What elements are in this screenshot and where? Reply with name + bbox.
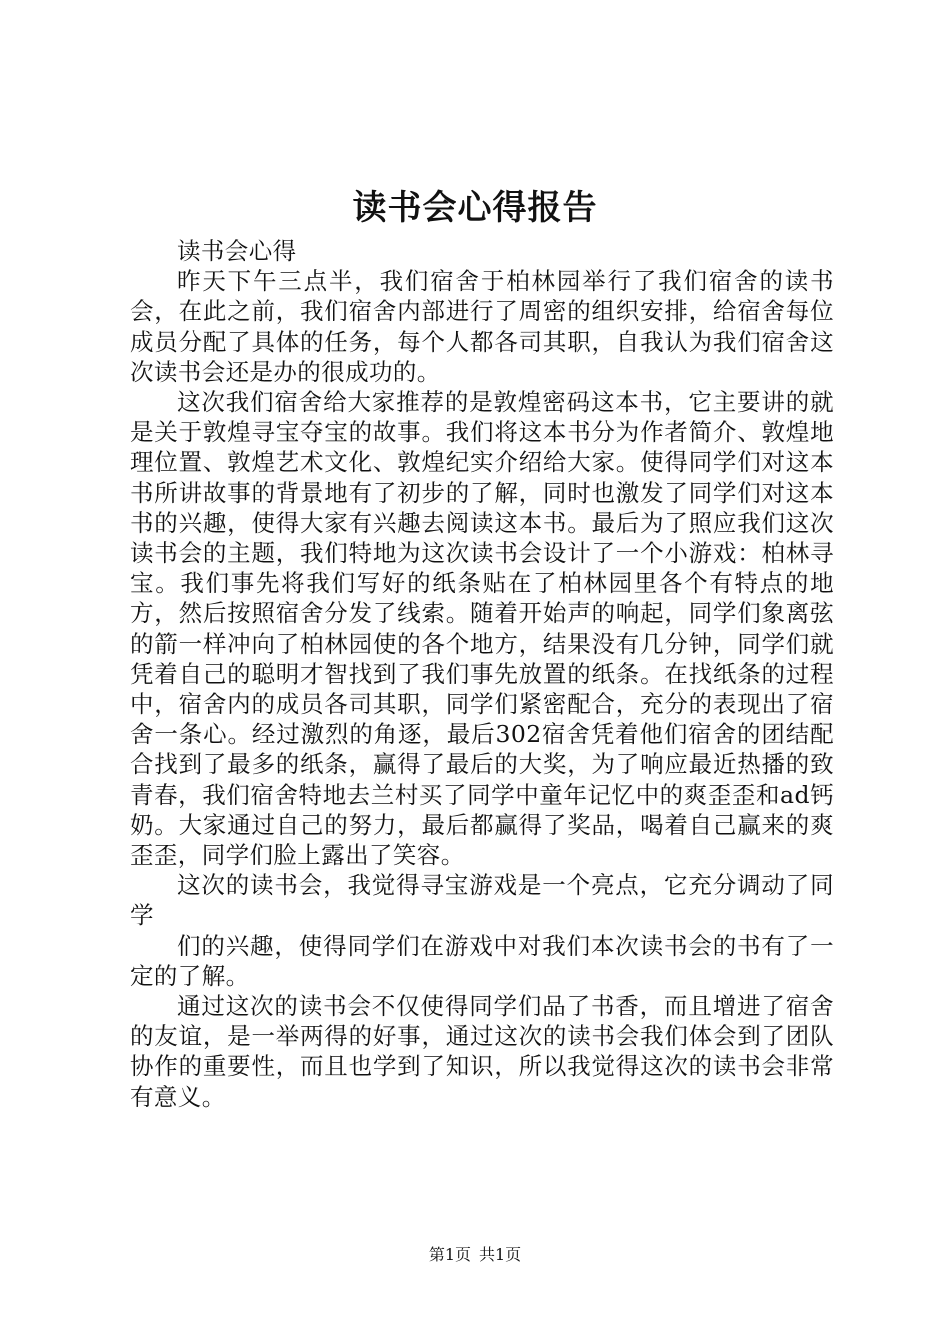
paragraph-heading: 读书会心得 [177,237,297,265]
document-title: 读书会心得报告 [352,188,598,228]
paragraph: 通过这次的读书会不仅使得同学们品了书香，而且增进了宿舍的友谊，是一举两得的好事，通过这次的读书会我们体会到了团队协作的重要性，而且也学到了知识，所以我觉得这次的读书会非常有意义。 [130,992,834,1111]
paragraph: 这次我们宿舍给大家推荐的是敦煌密码这本书，它主要讲的就是关于敦煌寻宝夺宝的故事。我们将这本书分为作者简介、敦煌地理位置、敦煌艺术文化、敦煌纪实介绍给大家。使得同学们对这本书所讲故事的背景地有了初步的了解，同时也激发了同学们对这本书的兴趣，使得大家有兴趣去阅读这本书。最后为了照应我们这次读书会的主题，我们特地为这次读书会设计了一个小游戏：柏林寻宝。我们事先将我们写好的纸条贴在了柏林园里各个有特点的地方，然后按照宿舍分发了线索。随着开始声的响起，同学们象离弦的箭一样冲向了柏林园使的各个地方，结果没有几分钟，同学们就凭着自己的聪明才智找到了我们事先放置的纸条。在找纸条的过程中，宿舍内的成员各司其职，同学们紧密配合，充分的表现出了宿舍一条心。经过激烈的角逐，最后302宿舍凭着他们宿舍的团结配合找到了最多的纸条，赢得了最后的大奖，为了响应最近热播的致青春，我们宿舍特地去兰村买了同学中童年记忆中的爽歪歪和ad钙奶。大家通过自己的努力，最后都赢得了奖品，喝着自己赢来的爽歪歪，同学们脸上露出了笑容。 [130,388,834,870]
page-count: 共1页 [479,1245,522,1264]
page-footer [0,1245,950,1265]
paragraph: 昨天下午三点半，我们宿舍于柏林园举行了我们宿舍的读书会，在此之前，我们宿舍内部进行了周密的组织安排，给宿舍每位成员分配了具体的任务，每个人都各司其职，自我认为我们宿舍这次读书会还是办的很成功的。 [130,267,834,386]
page-number: 第1页 [428,1245,471,1264]
paragraph: 们的兴趣，使得同学们在游戏中对我们本次读书会的书有了一定的了解。 [130,931,834,990]
paragraph: 这次的读书会，我觉得寻宝游戏是一个亮点，它充分调动了同学 [130,871,834,930]
document-body [130,236,834,1112]
